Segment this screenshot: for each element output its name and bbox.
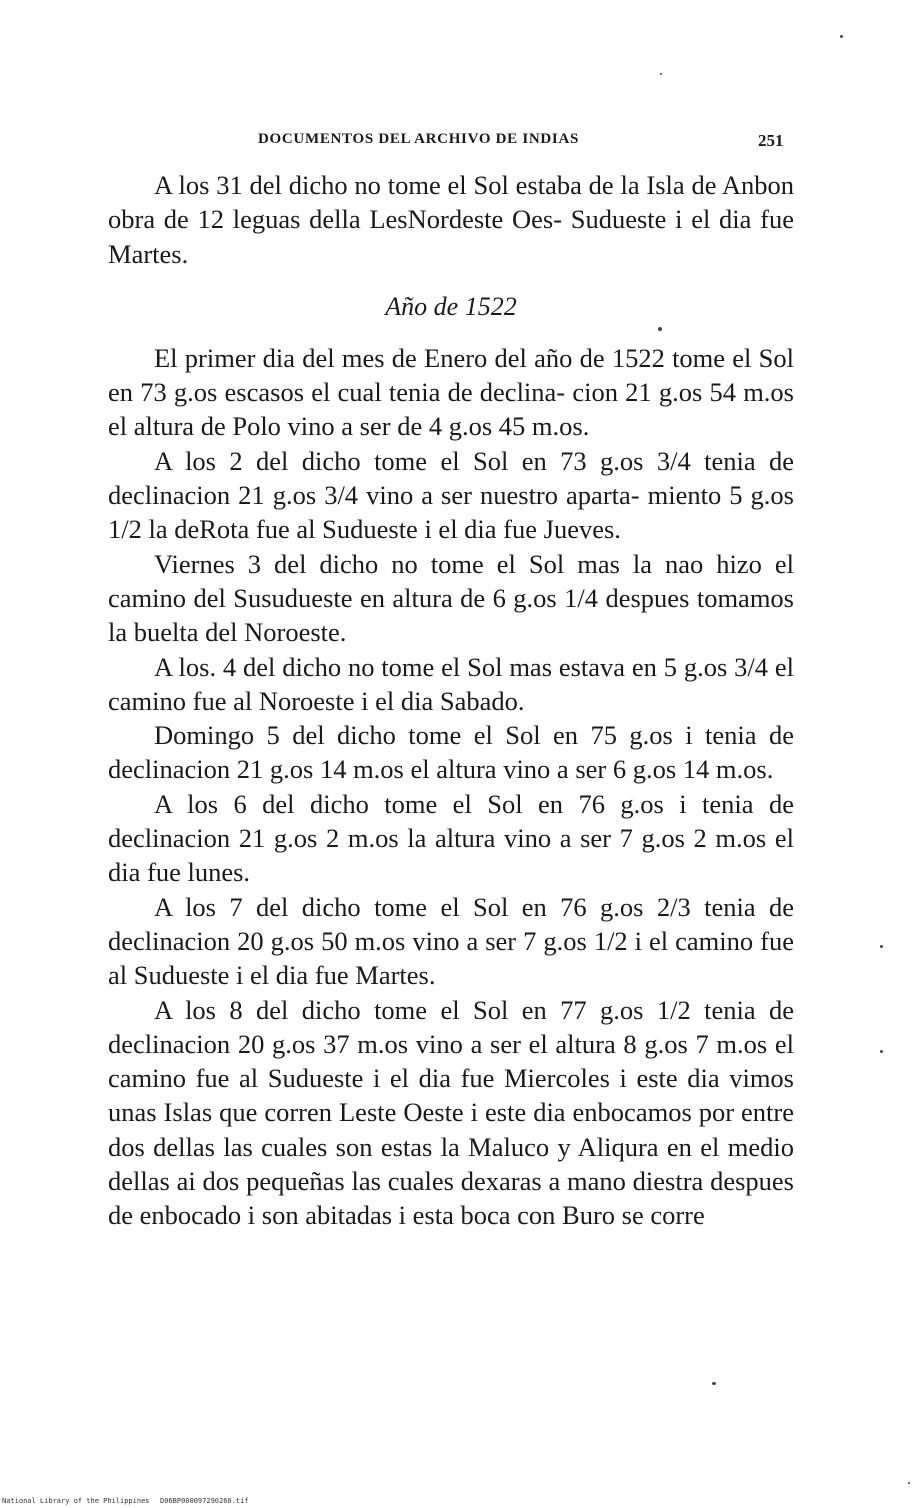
paragraph: A los. 4 del dicho no tome el Sol mas estava en 5 g.os 3/4 el camino fue al Noroeste i el dia Sabado.	[108, 651, 794, 716]
section-heading: Año de 1522	[385, 291, 517, 321]
paragraph: Viernes 3 del dicho no tome el Sol mas la nao hizo el camino del Susudueste en altura de 6 g.os 1/4 despues tomamos la buelta del Noroeste.	[108, 548, 794, 648]
scan-speck	[660, 73, 662, 75]
paragraph: A los 7 del dicho tome el Sol en 76 g.os 2/3 tenia de declinacion 20 g.os 50 m.os vino a ser 7 g.os 1/2 i el camino fue al Sudueste i el dia fue Martes.	[108, 891, 794, 991]
footer-credit: National Library of the Philippines	[2, 1497, 150, 1505]
body-text	[108, 168, 794, 1233]
scan-speck	[840, 35, 843, 38]
scan-speck	[658, 327, 662, 331]
paragraph: El primer dia del mes de Enero del año de 1522 tome el Sol en 73 g.os escasos el cual tenia de declina- cion 21 g.os 54 m.os el altura de Polo vino a ser de 4 g.os 45 m.os.	[108, 342, 794, 442]
running-head-title: DOCUMENTOS DEL ARCHIVO DE INDIAS	[258, 131, 580, 147]
paragraph: Domingo 5 del dicho tome el Sol en 75 g.os i tenia de declinacion 21 g.os 14 m.os el altura vino a ser 6 g.os 14 m.os.	[108, 720, 794, 785]
scan-speck	[880, 945, 883, 948]
scan-speck	[712, 1382, 716, 1385]
paragraph: A los 8 del dicho tome el Sol en 77 g.os 1/2 tenia de declinacion 20 g.os 37 m.os vino a ser el altura 8 g.os 7 m.os el camino fue al Sudueste i el dia fue Miercoles i este dia vimos unas Islas que corren Leste Oeste i este dia enbocamos por entre dos dellas las cuales son estas la Maluco y Aliqura en el medio dellas ai dos pequeñas las cuales dexaras a mano diestra despues de enbocado i son abitadas i esta boca con Buro se corre	[108, 994, 794, 1231]
paragraph: A los 31 del dicho no tome el Sol estaba de la Isla de Anbon obra de 12 leguas della LesNordeste Oes- Sudueste i el dia fue Martes.	[108, 170, 794, 269]
scan-speck	[880, 1050, 883, 1053]
paragraph: A los 2 del dicho tome el Sol en 73 g.os 3/4 tenia de declinacion 21 g.os 3/4 vino a ser nuestro aparta- miento 5 g.os 1/2 la deRota fue al Sudueste i el dia fue Jueves.	[108, 445, 794, 545]
scan-speck	[908, 1482, 910, 1484]
paragraph: A los 6 del dicho tome el Sol en 76 g.os i tenia de declinacion 21 g.os 2 m.os la altura vino a ser 7 g.os 2 m.os el dia fue lunes.	[108, 788, 794, 888]
page-number: 251	[758, 131, 784, 150]
footer-file-id: D06BP000097290260.tif	[160, 1497, 249, 1505]
